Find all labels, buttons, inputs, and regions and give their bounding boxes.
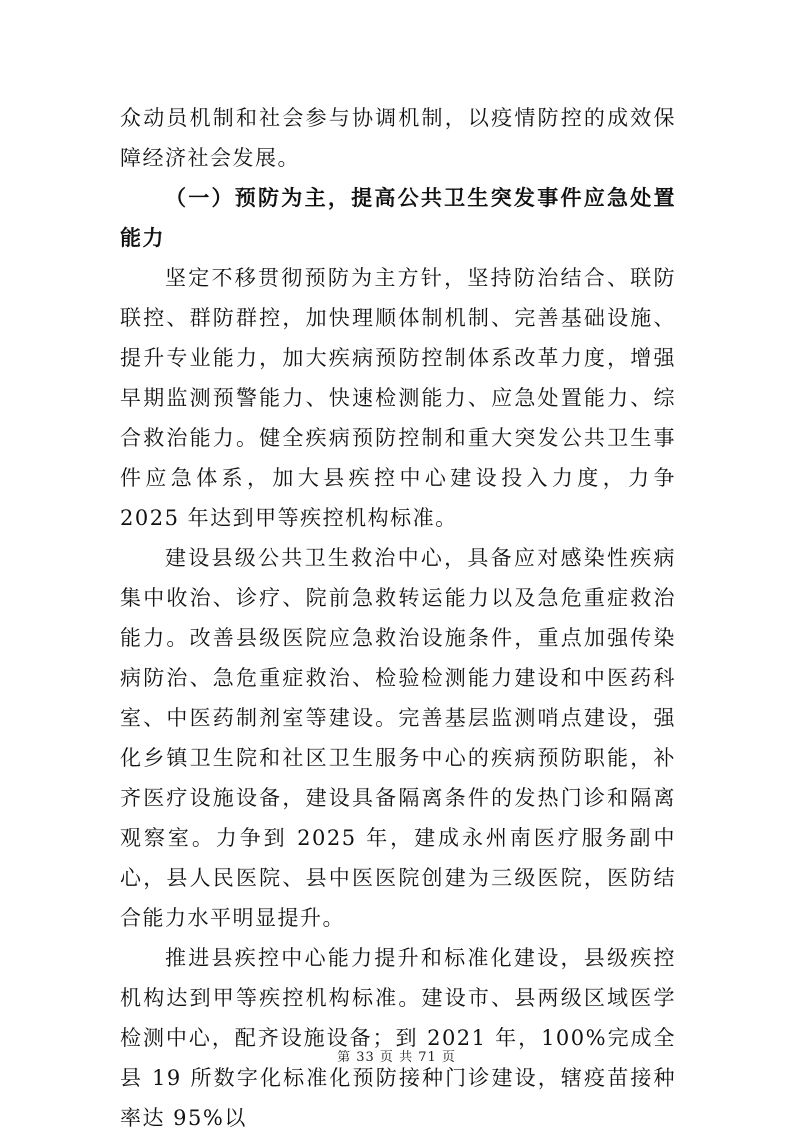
- paragraph-treatment-center: 建设县级公共卫生救治中心，具备应对感染性疾病集中收治、诊疗、院前急救转运能力以及急危重症救治能力。改善县级医院应急救治设施条件，重点加强传染病防治、急危重症救治、检验检测能力建设和中医药科室、中医药制剂室等建设。完善基层监测哨点建设，强化乡镇卫生院和社区卫生服务中心的疾病预防职能，补齐医疗设施设备，建设具备隔离条件的发热门诊和隔离观察室。力争到 2025 年，建成永州南医疗服务副中心，县人民医院、县中医医院创建为三级医院，医防结合能力水平明显提升。: [120, 546, 676, 930]
- page-number-footer: 第 33 页 共 71 页: [337, 1050, 456, 1065]
- paragraph-continuation: 众动员机制和社会参与协调机制，以疫情防控的成效保障经济社会发展。: [120, 106, 676, 170]
- document-body: [120, 98, 676, 1138]
- section-heading: （一）预防为主，提高公共卫生突发事件应急处置能力: [120, 186, 676, 250]
- paragraph-cdc-capacity: 推进县疾控中心能力提升和标准化建设，县级疾控机构达到甲等疾控机构标准。建设市、县两级区域医学检测中心，配齐设施设备；到 2021 年，100%完成全县 19 所数字化标准化预防接种门诊建设，辖疫苗接种率达 95%以: [120, 946, 676, 1130]
- paragraph-prevention: 坚定不移贯彻预防为主方针，坚持防治结合、联防联控、群防群控，加快理顺体制机制、完善基础设施、提升专业能力，加大疾病预防控制体系改革力度，增强早期监测预警能力、快速检测能力、应急处置能力、综合救治能力。健全疾病预防控制和重大突发公共卫生事件应急体系，加大县疾控中心建设投入力度，力争 2025 年达到甲等疾控机构标准。: [120, 266, 676, 530]
